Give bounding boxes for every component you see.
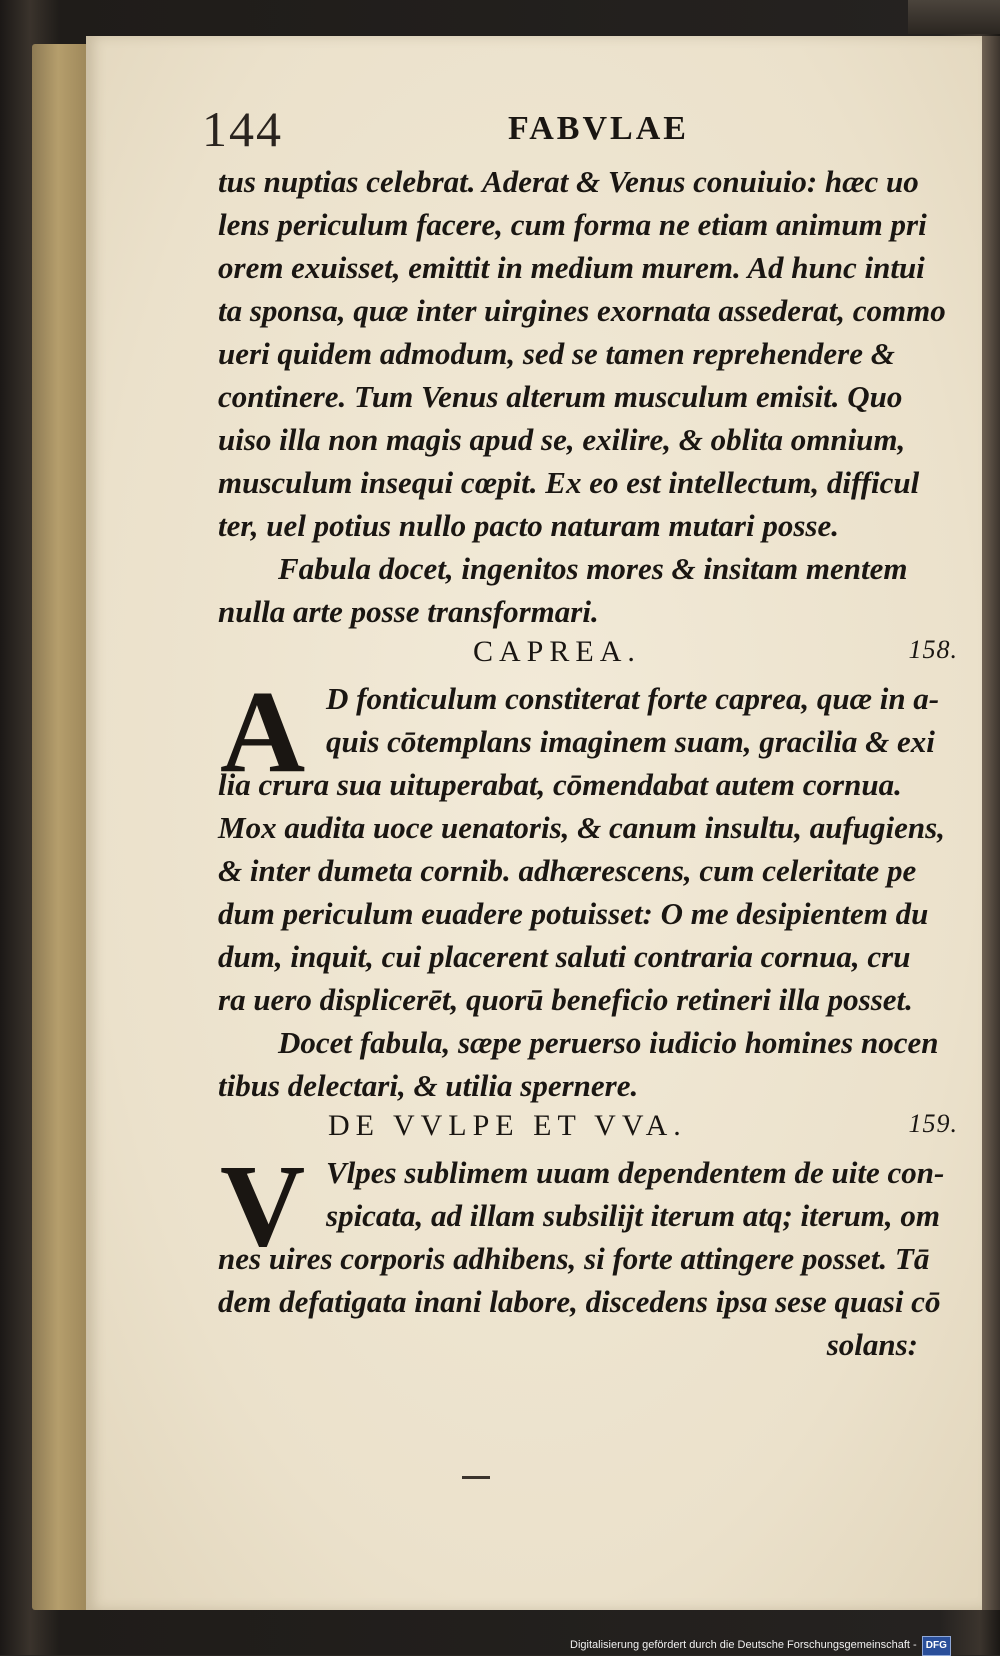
fable-159-body: [128, 1140, 958, 1366]
text-line: tus nuptias celebrat. Aderat & Venus conuiuio: hæc uo: [218, 164, 919, 199]
text-line: uiso illa non magis apud se, exilire, & oblita omnium,: [218, 422, 906, 457]
moral-line: Fabula docet, ingenitos mores & insitam mentem: [278, 551, 908, 586]
fable-title: DE VVLPE ET VVA.: [328, 1109, 687, 1142]
text-line: Vlpes sublimem uuam dependentem de uite con-: [326, 1155, 945, 1190]
running-head: [128, 100, 958, 160]
text-line: orem exuisset, emittit in medium murem. Ad hunc intui: [218, 250, 925, 285]
text-line: nes uires corporis adhibens, si forte attingere posset. Tā: [218, 1241, 930, 1276]
text-line: ta sponsa, quæ inter uirgines exornata assederat, commo: [218, 293, 946, 328]
drop-cap-initial: A: [220, 666, 306, 797]
fable-number: 159.: [908, 1109, 958, 1138]
text-line: D fonticulum constiterat forte caprea, quæ in a-: [326, 681, 940, 716]
text-line: Mox audita uoce uenatoris, & canum insultu, aufugiens,: [218, 810, 945, 845]
text-line: ueri quidem admodum, sed se tamen reprehendere &: [218, 336, 895, 371]
dfg-logo: DFG: [922, 1636, 951, 1656]
digitization-credit: [570, 1636, 951, 1654]
text-line: continere. Tum Venus alterum musculum emisit. Quo: [218, 379, 903, 414]
text-line: dum, inquit, cui placerent saluti contraria cornua, cru: [218, 939, 911, 974]
text-line: ra uero displicerēt, quorū beneficio retineri illa posset.: [218, 982, 913, 1017]
text-line: musculum insequi cœpit. Ex eo est intellectum, difficul: [218, 465, 920, 500]
drop-cap-initial: V: [220, 1140, 306, 1271]
page-gutter-shadow: [982, 36, 1000, 1610]
text-line: quis cōtemplans imaginem suam, gracilia & exi: [326, 724, 935, 759]
book-fore-edge: [32, 44, 90, 1610]
fable-number: 158.: [908, 635, 958, 664]
fable-158-body: [128, 666, 958, 1107]
running-title: FABVLAE: [508, 110, 689, 147]
moral-line: Docet fabula, sæpe peruerso iudicio homines nocen: [278, 1025, 939, 1060]
moral-line: tibus delectari, & utilia spernere.: [218, 1068, 639, 1103]
book-binding-corner: [908, 0, 1000, 34]
text-line: dum periculum euadere potuisset: O me desipientem du: [218, 896, 929, 931]
page-text: [128, 100, 958, 1366]
text-line: lia crura sua uituperabat, cōmendabat autem cornua.: [218, 767, 902, 802]
fable-title: CAPREA.: [473, 635, 641, 668]
text-line: lens periculum facere, cum forma ne etiam animum pri: [218, 207, 927, 242]
text-line: ter, uel potius nullo pacto naturam mutari posse.: [218, 508, 839, 543]
text-line: spicata, ad illam subsilijt iterum atq; iterum, om: [326, 1198, 941, 1233]
text-line: & inter dumeta cornib. adhærescens, cum celeritate pe: [218, 853, 917, 888]
credit-text: Digitalisierung gefördert durch die Deutsche Forschungsgemeinschaft -: [570, 1639, 917, 1651]
page-ornament: [462, 1476, 490, 1479]
fable-157-continued: [128, 160, 958, 633]
page-number: 144: [202, 101, 283, 157]
catchword: solans:: [826, 1327, 918, 1362]
moral-line: nulla arte posse transformari.: [218, 594, 599, 629]
text-line: dem defatigata inani labore, discedens ipsa sese quasi cō: [218, 1284, 941, 1319]
